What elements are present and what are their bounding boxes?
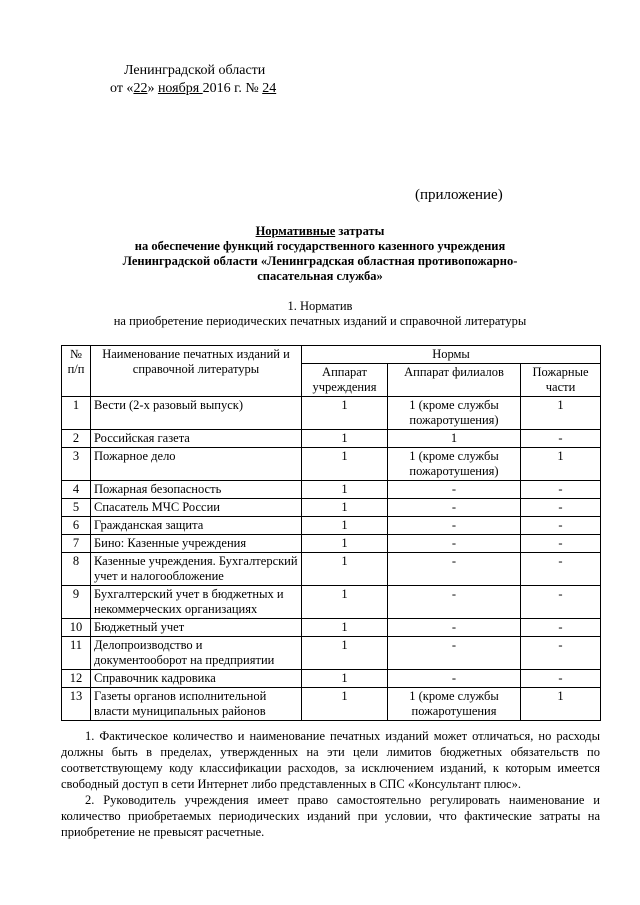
row-number: 1 [62, 397, 91, 430]
row-fire-units: - [521, 586, 601, 619]
row-name: Пожарная безопасность [91, 481, 302, 499]
row-number: 9 [62, 586, 91, 619]
table-row [62, 586, 601, 619]
row-name: Казенные учреждения. Бухгалтерский учет и налогообложение [91, 553, 302, 586]
row-number: 10 [62, 619, 91, 637]
date-mid1: » [147, 81, 158, 96]
row-institution: 1 [302, 619, 388, 637]
row-institution: 1 [302, 430, 388, 448]
row-fire-units: - [521, 619, 601, 637]
date-month: ноября [157, 81, 203, 96]
date-prefix: от « [110, 81, 134, 96]
row-institution: 1 [302, 637, 388, 670]
row-number: 4 [62, 481, 91, 499]
row-institution: 1 [302, 499, 388, 517]
row-branches: - [388, 481, 521, 499]
row-branches: - [388, 535, 521, 553]
row-branches: - [388, 499, 521, 517]
table-row [62, 448, 601, 481]
row-branches: - [388, 637, 521, 670]
row-name: Вести (2-х разовый выпуск) [91, 397, 302, 430]
title-rest: затраты [335, 224, 385, 238]
section-heading [0, 299, 640, 329]
table-row [62, 637, 601, 670]
row-fire-units: 1 [521, 688, 601, 721]
row-institution: 1 [302, 448, 388, 481]
row-branches: 1 (кроме службы пожаротушения) [388, 448, 521, 481]
row-number: 2 [62, 430, 91, 448]
row-institution: 1 [302, 481, 388, 499]
row-name: Бино: Казенные учреждения [91, 535, 302, 553]
title-underlined: Нормативные [255, 224, 336, 238]
row-number: 3 [62, 448, 91, 481]
row-number: 13 [62, 688, 91, 721]
table-row [62, 553, 601, 586]
row-fire-units: - [521, 535, 601, 553]
row-number: 5 [62, 499, 91, 517]
title-line4: спасательная служба» [257, 269, 383, 283]
notes [61, 728, 600, 840]
row-fire-units: 1 [521, 448, 601, 481]
header-norms: Нормы [302, 346, 601, 364]
row-fire-units: - [521, 553, 601, 586]
row-branches: 1 (кроме службы пожаротушения) [388, 397, 521, 430]
table-row [62, 619, 601, 637]
date-mid2: 2016 г. № [202, 81, 263, 96]
row-branches: - [388, 619, 521, 637]
row-institution: 1 [302, 553, 388, 586]
row-number: 6 [62, 517, 91, 535]
date-day: 22 [133, 81, 148, 96]
section-subheading: на приобретение периодических печатных изданий и справочной литературы [113, 314, 527, 328]
row-institution: 1 [302, 397, 388, 430]
row-institution: 1 [302, 517, 388, 535]
row-name: Делопроизводство и документооборот на предприятии [91, 637, 302, 670]
header-region: Ленинградской области [124, 63, 266, 78]
row-branches: 1 [388, 430, 521, 448]
title-line2: на обеспечение функций государственного казенного учреждения [134, 239, 506, 253]
header-col-fire-units: Пожарные части [521, 364, 601, 397]
table-row [62, 517, 601, 535]
section-number: 1. Норматив [287, 299, 353, 313]
row-branches: - [388, 670, 521, 688]
header-name: Наименование печатных изданий и справочной литературы [91, 346, 302, 397]
row-fire-units: - [521, 637, 601, 670]
table-header-row [62, 346, 601, 364]
document-title [0, 224, 640, 284]
row-name: Бухгалтерский учет в бюджетных и некоммерческих организациях [91, 586, 302, 619]
row-number: 8 [62, 553, 91, 586]
row-institution: 1 [302, 586, 388, 619]
row-fire-units: - [521, 430, 601, 448]
row-branches: 1 (кроме службы пожаротушения [388, 688, 521, 721]
row-branches: - [388, 517, 521, 535]
table-row [62, 688, 601, 721]
doc-number: 24 [262, 81, 277, 96]
table-row [62, 430, 601, 448]
note-2: 2. Руководитель учреждения имеет право самостоятельно регулировать наименование и количество приобретаемых периодических изданий при условии, что фактические затраты на приобретение не превысят расчетные. [61, 793, 600, 839]
row-fire-units: 1 [521, 397, 601, 430]
row-number: 11 [62, 637, 91, 670]
row-fire-units: - [521, 670, 601, 688]
table-row [62, 670, 601, 688]
row-number: 12 [62, 670, 91, 688]
header-date [110, 80, 276, 97]
appendix-label: (приложение) [415, 187, 503, 203]
row-name: Газеты органов исполнительной власти муниципальных районов [91, 688, 302, 721]
row-name: Справочник кадровика [91, 670, 302, 688]
header-col-branches: Аппарат филиалов [388, 364, 521, 397]
note-1: 1. Фактическое количество и наименование печатных изданий может отличаться, но расходы должны быть в пределах, утвержденных на эти цели лимитов бюджетных обязательств по соответствующему коду классификации расходов, за исключением изданий, к которым имеется свободный доступ в сети Интернет либо представленных в СПС «Консультант плюс». [61, 729, 600, 791]
table-row [62, 499, 601, 517]
row-name: Гражданская защита [91, 517, 302, 535]
row-fire-units: - [521, 517, 601, 535]
row-name: Российская газета [91, 430, 302, 448]
row-branches: - [388, 586, 521, 619]
row-branches: - [388, 553, 521, 586]
header-num: № п/п [62, 346, 91, 397]
table-row [62, 481, 601, 499]
row-name: Спасатель МЧС России [91, 499, 302, 517]
row-institution: 1 [302, 535, 388, 553]
row-name: Пожарное дело [91, 448, 302, 481]
row-name: Бюджетный учет [91, 619, 302, 637]
header-line-region [124, 62, 265, 79]
table-row [62, 535, 601, 553]
row-fire-units: - [521, 481, 601, 499]
table-row [62, 397, 601, 430]
row-institution: 1 [302, 670, 388, 688]
norms-table [61, 345, 601, 721]
header-col-institution: Аппарат учреждения [302, 364, 388, 397]
row-fire-units: - [521, 499, 601, 517]
row-institution: 1 [302, 688, 388, 721]
title-line3: Ленинградской области «Ленинградская областная противопожарно- [122, 254, 518, 268]
row-number: 7 [62, 535, 91, 553]
